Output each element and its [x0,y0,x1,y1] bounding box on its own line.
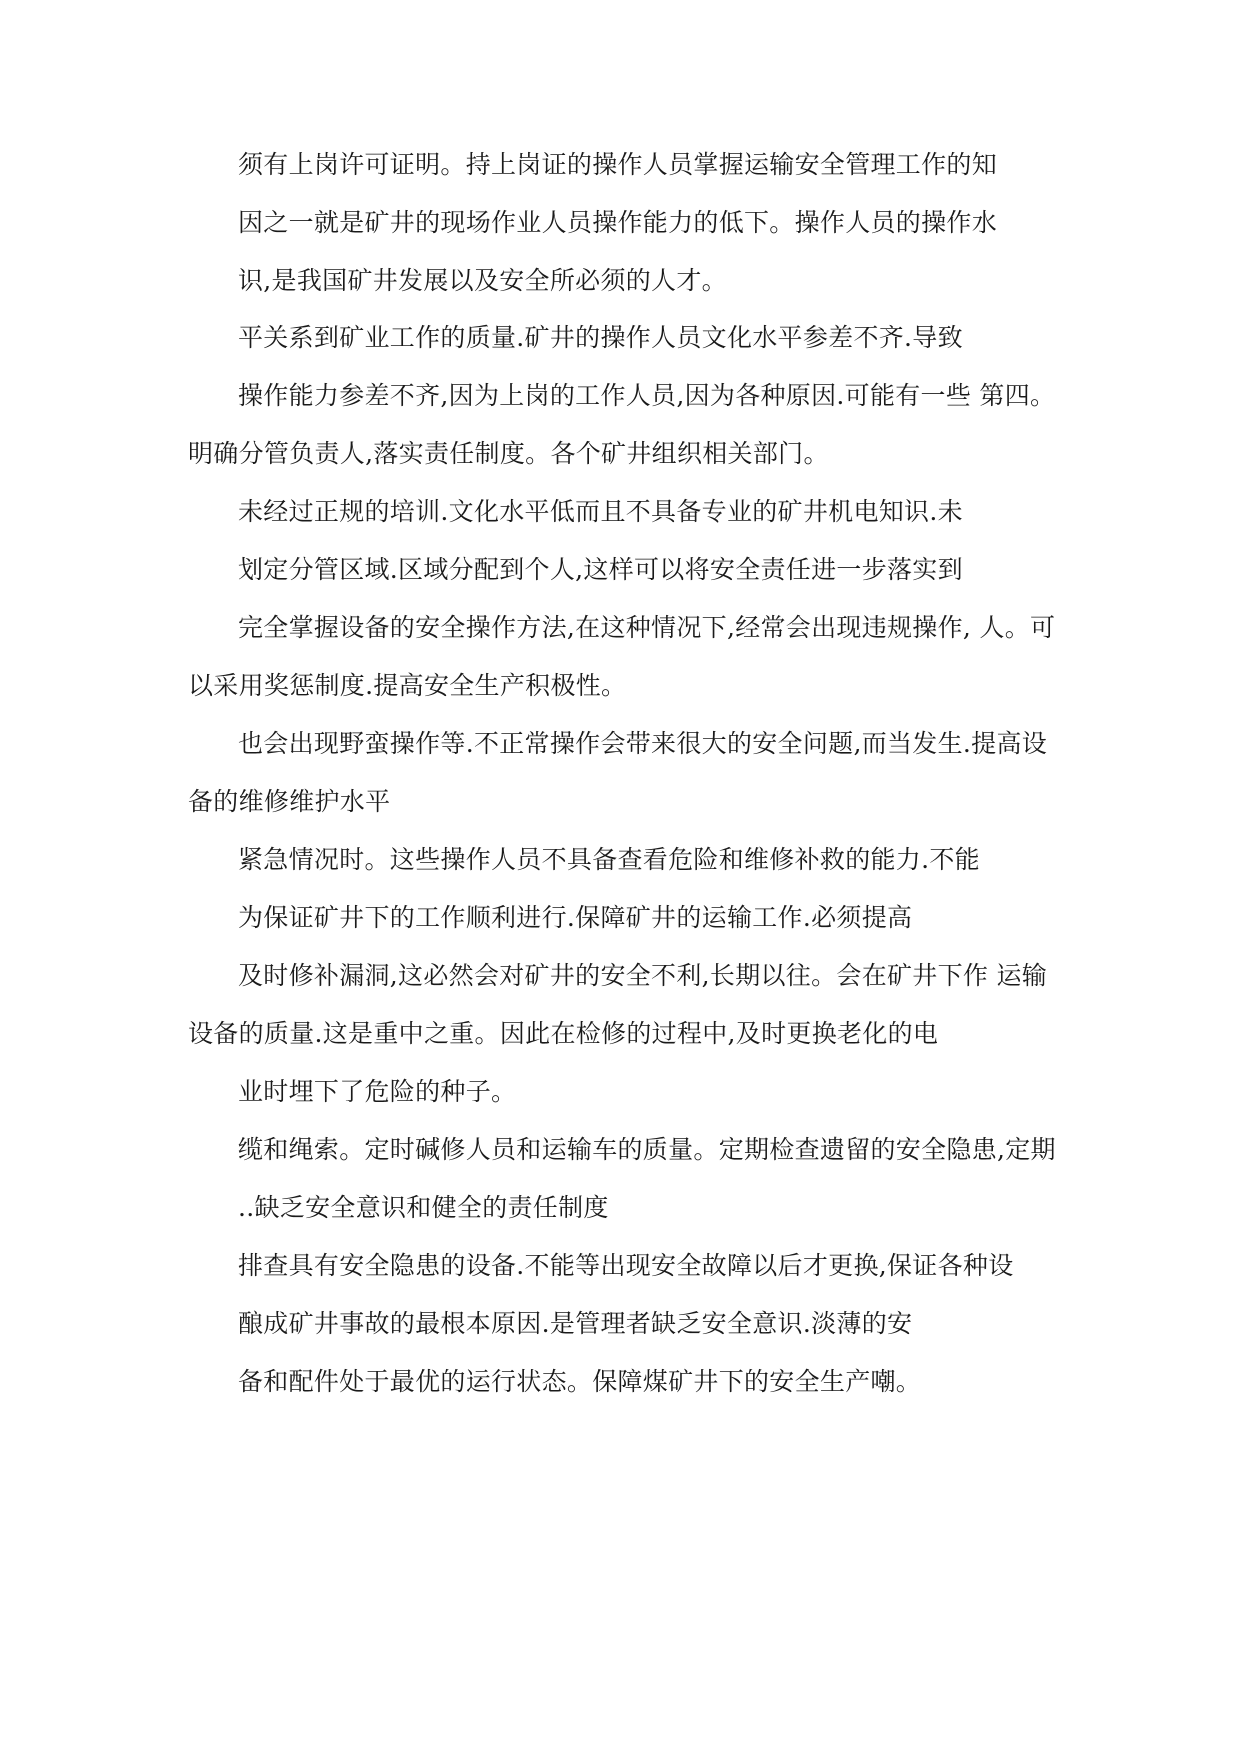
text-line: 酿成矿井事故的最根本原因.是管理者缺乏安全意识.淡薄的安 [238,1309,913,1338]
text-line: 设备的质量.这是重中之重。因此在检修的过程中,及时更换老化的电 [188,1019,939,1048]
text-line: 未经过正规的培训.文化水平低而且不具备专业的矿井机电知识.未 [238,497,963,526]
text-line: 完全掌握设备的安全操作方法,在这种情况下,经常会出现违规操作, 人。可 [238,613,1056,642]
text-line: 操作能力参差不齐,因为上岗的工作人员,因为各种原因.可能有一些 第四。 [238,381,1056,410]
text-line: 识,是我国矿井发展以及安全所必须的人才。 [238,266,727,295]
text-line: 业时埋下了危险的种子。 [238,1077,517,1106]
section-heading: ..缺乏安全意识和健全的责任制度 [238,1193,609,1222]
text-line: 缆和绳索。定时碱修人员和运输车的质量。定期检查遗留的安全隐患,定期 [238,1135,1056,1164]
text-line: 排查具有安全隐患的设备.不能等出现安全故障以后才更换,保证各种设 [238,1251,1014,1280]
text-line: 备和配件处于最优的运行状态。保障煤矿井下的安全生产嘲。 [238,1367,922,1396]
text-line: 以采用奖惩制度.提高安全生产积极性。 [188,671,627,700]
text-line: 也会出现野蛮操作等.不正常操作会带来很大的安全问题,而当发生.提高设 [238,729,1048,758]
text-line: 明确分管负责人,落实责任制度。各个矿井组织相关部门。 [188,439,829,468]
text-line: 因之一就是矿井的现场作业人员操作能力的低下。操作人员的操作水 [238,208,998,237]
text-line: 平关系到矿业工作的质量.矿井的操作人员文化水平参差不齐.导致 [238,323,963,352]
text-line: 划定分管区域.区域分配到个人,这样可以将安全责任进一步落实到 [238,555,963,584]
text-line: 为保证矿井下的工作顺利进行.保障矿井的运输工作.必须提高 [238,903,913,932]
text-line: 备的维修维护水平 [188,787,391,816]
text-line: 及时修补漏洞,这必然会对矿井的安全不利,长期以往。会在矿井下作 运输 [238,961,1048,990]
text-line: 须有上岗许可证明。持上岗证的操作人员掌握运输安全管理工作的知 [238,150,998,179]
text-line: 紧急情况时。这些操作人员不具备查看危险和维修补救的能力.不能 [238,845,980,874]
